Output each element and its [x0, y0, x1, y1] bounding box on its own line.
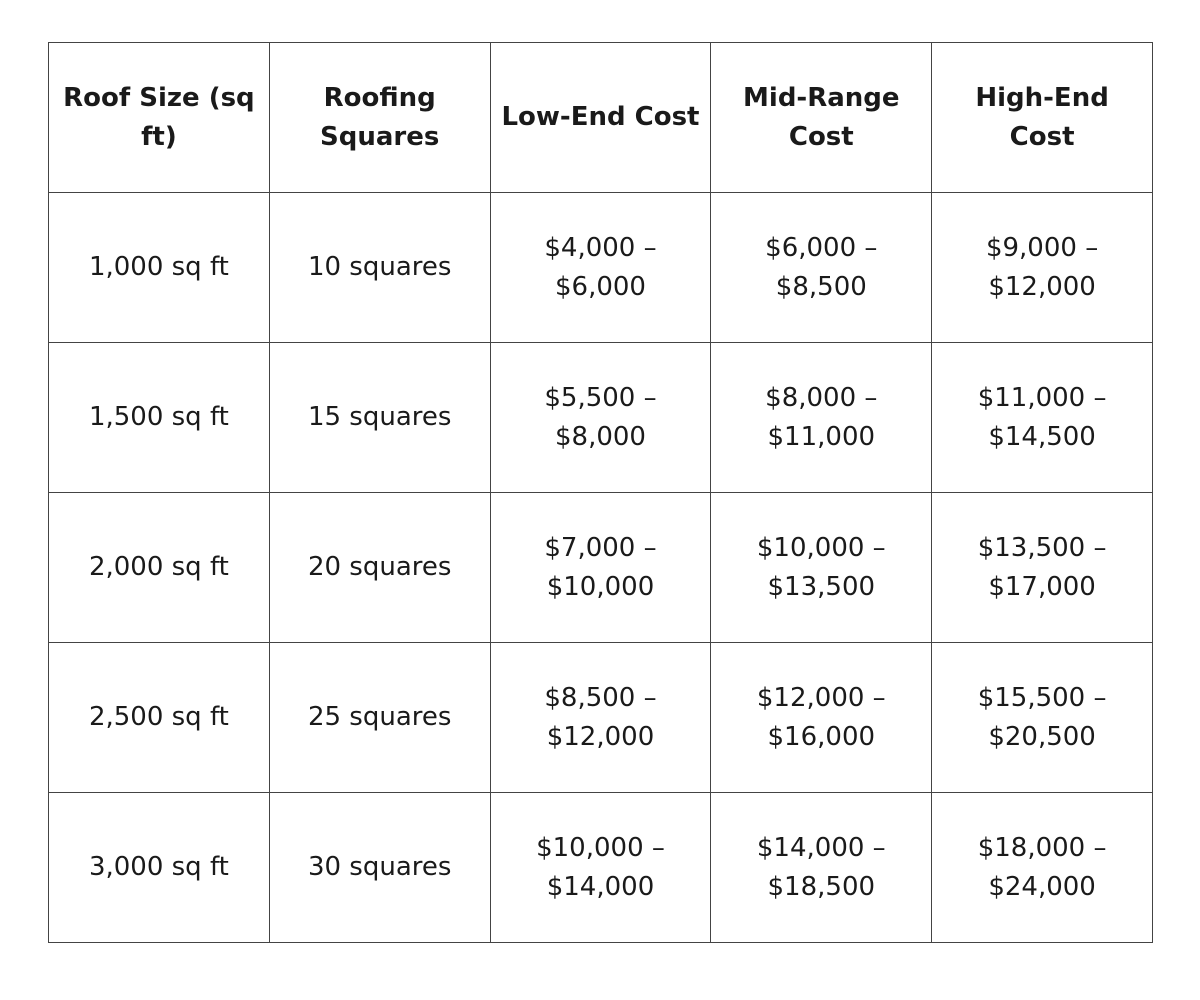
- roof-cost-table: [48, 42, 1153, 943]
- roof-size-cell: 1,500 sq ft: [49, 343, 270, 493]
- cost-range-end: $24,000: [988, 871, 1096, 902]
- low-end-cost-cell: [490, 493, 711, 643]
- cost-range-start: $7,000 –: [544, 532, 657, 563]
- roof-size-cell: 2,000 sq ft: [49, 493, 270, 643]
- cost-range-end: $10,000: [546, 571, 655, 602]
- cost-range-end: $17,000: [988, 571, 1096, 602]
- mid-range-cost-cell: [711, 643, 932, 793]
- low-end-cost-cell: [490, 343, 711, 493]
- cost-range-start: $13,500 –: [977, 532, 1107, 563]
- header-roof-size: Roof Size (sq ft): [49, 43, 270, 193]
- cost-range-end: $11,000: [767, 421, 876, 452]
- squares-cell: 15 squares: [269, 343, 490, 493]
- cost-range-start: $8,500 –: [544, 682, 657, 713]
- high-end-cost-cell: [932, 493, 1153, 643]
- cost-range-end: $18,500: [767, 871, 876, 902]
- mid-range-cost-cell: [711, 493, 932, 643]
- table-row: [49, 193, 1153, 343]
- high-end-cost-cell: [932, 193, 1153, 343]
- mid-range-cost-cell: [711, 793, 932, 943]
- cost-range-start: $18,000 –: [977, 832, 1107, 863]
- cost-range-end: $8,500: [775, 271, 867, 302]
- cost-range-start: $8,000 –: [765, 382, 878, 413]
- low-end-cost-cell: [490, 193, 711, 343]
- table-row: [49, 793, 1153, 943]
- cost-range-start: $12,000 –: [756, 682, 886, 713]
- header-roofing-squares: Roofing Squares: [269, 43, 490, 193]
- cost-range-start: $11,000 –: [977, 382, 1107, 413]
- table-header-row: [49, 43, 1153, 193]
- cost-range-start: $9,000 –: [985, 232, 1099, 263]
- cost-range-end: $12,000: [988, 271, 1096, 302]
- cost-range-start: $14,000 –: [756, 832, 886, 863]
- cost-range-end: $14,500: [988, 421, 1096, 452]
- table-row: [49, 493, 1153, 643]
- mid-range-cost-cell: [711, 343, 932, 493]
- squares-cell: 10 squares: [269, 193, 490, 343]
- cost-range-end: $20,500: [988, 721, 1096, 752]
- mid-range-cost-cell: [711, 193, 932, 343]
- cost-range-end: $16,000: [767, 721, 876, 752]
- cost-range-end: $8,000: [555, 421, 646, 452]
- table-row: [49, 343, 1153, 493]
- cost-range-start: $6,000 –: [765, 232, 878, 263]
- high-end-cost-cell: [932, 793, 1153, 943]
- cost-range-start: $4,000 –: [544, 232, 657, 263]
- table-row: [49, 643, 1153, 793]
- high-end-cost-cell: [932, 643, 1153, 793]
- roof-size-cell: 1,000 sq ft: [49, 193, 270, 343]
- header-mid-range-cost: Mid-Range Cost: [711, 43, 932, 193]
- roof-size-cell: 3,000 sq ft: [49, 793, 270, 943]
- low-end-cost-cell: [490, 793, 711, 943]
- low-end-cost-cell: [490, 643, 711, 793]
- header-low-end-cost: Low-End Cost: [490, 43, 711, 193]
- cost-range-start: $5,500 –: [544, 382, 657, 413]
- cost-range-end: $14,000: [546, 871, 655, 902]
- cost-range-start: $15,500 –: [977, 682, 1107, 713]
- squares-cell: 30 squares: [269, 793, 490, 943]
- cost-range-start: $10,000 –: [536, 832, 665, 863]
- cost-range-end: $12,000: [546, 721, 655, 752]
- header-high-end-cost: High-End Cost: [932, 43, 1153, 193]
- roof-size-cell: 2,500 sq ft: [49, 643, 270, 793]
- squares-cell: 20 squares: [269, 493, 490, 643]
- squares-cell: 25 squares: [269, 643, 490, 793]
- high-end-cost-cell: [932, 343, 1153, 493]
- cost-range-start: $10,000 –: [756, 532, 886, 563]
- cost-range-end: $6,000: [555, 271, 646, 302]
- cost-range-end: $13,500: [767, 571, 876, 602]
